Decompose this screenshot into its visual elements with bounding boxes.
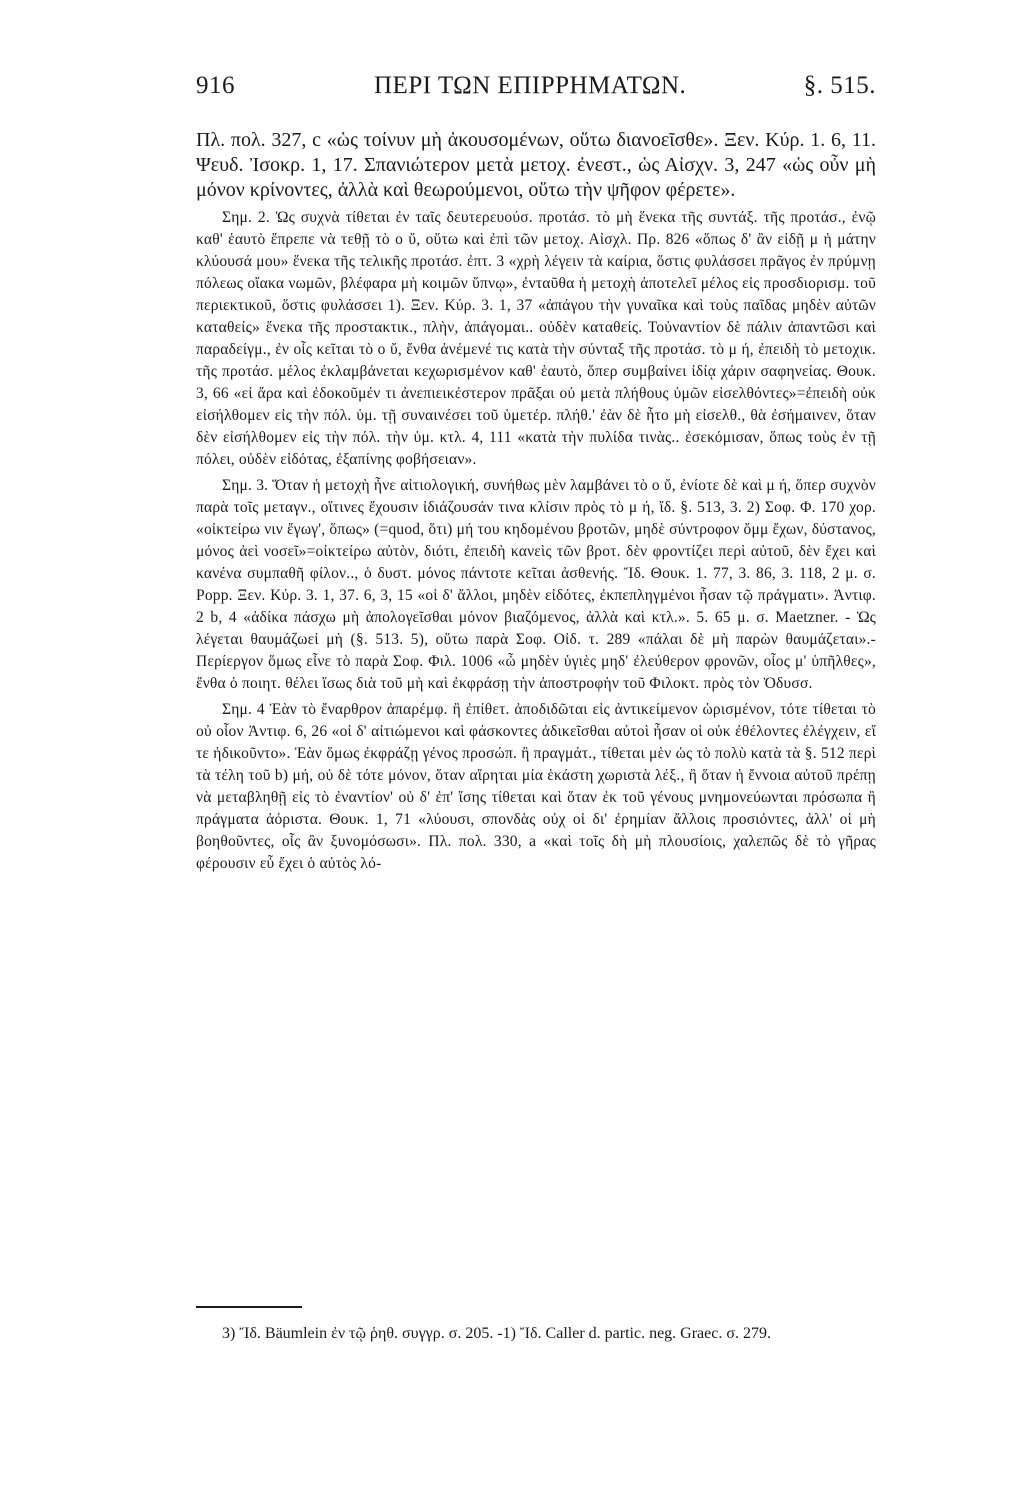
page-number: 916 [196,72,235,99]
section-number: §. 515. [803,72,876,99]
footnotes: 3) Ἴδ. Bäumlein ἐν τῷ ῥηθ. συγγρ. σ. 205. -1) Ἴδ. Caller d. partic. neg. Graec. σ. 279. [222,1325,771,1342]
note-3-paragraph: Σημ. 3. Ὅταν ἡ μετοχὴ ἦνε αἰτιολογική, συνήθως μὲν λαμβάνει τὸ ο ὔ, ἐνίοτε δὲ καὶ μ ή, ὅπερ συχνὸν παρὰ τοῖς μεταγν., οἵτινες ἔχουσιν ἰδιάζουσάν τινα κλίσιν πρὸς τὸ μ ή, ἴδ. §. 513, 3. 2) Σοφ. Φ. 170 χορ. «οἰκτείρω νιν ἔγωγ', ὅπως» (=quod, ὅτι) μή του κηδομένου βροτῶν, μηδὲ σύντροφον ὄμμ ἔχων, δύστανος, μόνος ἀεὶ νοσεῖ»=οἰκτείρω αὐτὸν, διότι, ἐπειδὴ κανεὶς τῶν βροτ. δὲν φροντίζει περὶ αὐτοῦ, δὲν ἔχει καὶ κανένα συμπαθῆ φίλον.., ὁ δυστ. μόνος πάντοτε κεῖται ἀσθενής. Ἴδ. Θουκ. 1. 77, 3. 86, 3. 118, 2 μ. σ. Popp. Ξεν. Κύρ. 3. 1, 37. 6, 3, 15 «οἱ δ' ἄλλοι, μηδὲν εἰδότες, ἐκπεπληγμένοι ἦσαν τῷ πράγματι». Ἀντιφ. 2 b, 4 «ἀδίκα πάσχω μὴ ἀπολογεῖσθαι μόνον βιαζόμενος, ἀλλὰ καὶ κτλ.». 5. 65 μ. σ. Maetzner. - Ὡς λέγεται θαυμάζωεἰ μὴ (§. 513. 5), οὕτω παρὰ Σοφ. Οἰδ. τ. 289 «πάλαι δὲ μὴ παρὼν θαυμάζεται».- Περίεργον ὅμως εἶνε τὸ παρὰ Σοφ. Φιλ. 1006 «ὦ μηδὲν ὑγιὲς μηδ' ἐλεύθερον φρονῶν, οἷος μ' ὑπῆλθες», ἔνθα ὁ ποιητ. θέλει ἴσως διὰ τοῦ μὴ καὶ ἐκφράσῃ τὴν ἀποστροφὴν τοῦ Φιλοκτ. πρὸς τὸν Ὀδυσσ. [196,477,877,692]
intro-paragraph: Πλ. πολ. 327, c «ὡς τοίνυν μὴ ἀκουσομένων, οὕτω διανοεῖσθε». Ξεν. Κύρ. 1. 6, 11. Ψευδ. Ἰσοκρ. 1, 17. Σπανιώτερον μετὰ μετοχ. ἐνεστ., ὡς Αἰσχν. 3, 247 «ὡς οὖν μὴ μόνον κρίνοντες, ἀλλὰ καὶ θεωρούμενοι, οὕτω τὴν ψῆφον φέρετε». [196,129,876,201]
page-body [196,128,876,879]
footnote-rule [196,1306,302,1308]
note-4-paragraph: Σημ. 4 Ἐὰν τὸ ἔναρθρον ἀπαρέμφ. ἢ ἐπίθετ. ἀποδιδῶται εἰς ἀντικείμενον ὡρισμένον, τότε τίθεται τὸ οὐ οἷον Ἀντιφ. 6, 26 «οἱ δ' αἰτιώμενοι καὶ φάσκοντες ἀδικεῖσθαι αὐτοὶ ἦσαν οἱ οὐκ ἐθέλοντες ἐλέγχειν, εἴ τε ἠδικοῦντο». Ἐὰν ὅμως ἐκφράζῃ γένος προσώπ. ἢ πραγμάτ., τίθεται μὲν ὡς τὸ πολὺ κατὰ τὰ §. 512 περὶ τὰ τέλη τοῦ b) μή, οὐ δὲ τότε μόνον, ὅταν αἴρηται μία ἑκάστη χωριστὰ λέξ., ἢ ὅταν ἡ ἔννοια αὐτοῦ πρέπῃ νὰ μεταβληθῇ εἰς τὸ ἐναντίον' οὐ δ' ἐπ' ἴσης τίθεται καὶ ὅταν ἐκ τοῦ γένους μνημονεύωνται πρόσωπα ἢ πράγματα ἀόριστα. Θουκ. 1, 71 «λύουσι, σπονδὰς οὐχ οἱ δι' ἐρημίαν ἄλλοις προσιόντες, ἀλλ' οἱ μὴ βοηθοῦντες, οἷς ἂν ξυνομόσωσι». Πλ. πολ. 330, a «καὶ τοῖς δὴ μὴ πλουσίοις, χαλεπῶς δὲ τὸ γῆρας φέρουσιν εὖ ἔχει ὁ αὐτὸς λό- [196,701,876,872]
note-2-paragraph: Σημ. 2. Ὡς συχνὰ τίθεται ἐν ταῖς δευτερευούσ. προτάσ. τὸ μὴ ἕνεκα τῆς συντάξ. τῆς προτάσ., ἐνῷ καθ' ἑαυτὸ ἔπρεπε νὰ τεθῇ τὸ ο ὔ, οὕτω καὶ ἐπὶ τῶν μετοχ. Αἰσχλ. Πρ. 826 «ὅπως δ' ἂν εἰδῇ μ ἡ μάτην κλύουσά μου» ἕνεκα τῆς τελικῆς προτάσ. ἐπτ. 3 «χρὴ λέγειν τὰ καίρια, ὅστις φυλάσσει πρᾶγος ἐν πρύμνῃ πόλεως οἴακα νωμῶν, βλέφαρα μὴ κοιμῶν ὕπνῳ», ἐνταῦθα ἡ μετοχὴ ἀποτελεῖ μέλος εἰς προσδιορισμ. τοῦ περιεκτικοῦ, ὅστις φυλάσσει 1). Ξεν. Κύρ. 3. 1, 37 «ἀπάγου τὴν γυναῖκα καὶ τοὺς παῖδας μηδὲν αὐτῶν καταθείς» ἕνεκα τῆς προστακτικ., πλὴν, ἀπάγομαι.. οὐδὲν καταθείς. Τοὐναντίον δὲ πάλιν ἀπαντῶσι καὶ παραδείγμ., ἐν οἷς κεῖται τὸ ο ὔ, ἔνθα ἀνέμενέ τις κατὰ τὴν σύνταξ τῆς προτάσ. τὸ μ ή, ἐπειδὴ τὸ μετοχικ. τῆς προτάσ. μέλος ἐκλαμβάνεται κεχωρισμένον καθ' ἑαυτὸ, ὅπερ συμβαίνει ἰδίᾳ χάριν σαφηνείας. Θουκ. 3, 66 «εἰ ἄρα καὶ ἐδοκοῦμέν τι ἀνεπιεικέστερον πρᾶξαι οὐ μετὰ πλήθους ὑμῶν εἰσελθόντες»=ἐπειδὴ οὐκ εἰσήλθομεν εἰς τὴν πόλ. ὑμ. τῇ συναινέσει τοῦ ὑμετέρ. πλήθ.' ἐὰν δὲ ἦτο μὴ εἰσελθ., θὰ ἐσήμαινεν, ὅταν δὲν εἰσήλθομεν εἰς τὴν πόλ. τὴν ὑμ. κτλ. 4, 111 «κατὰ τὴν πυλίδα τινὰς.. ἐσεκόμισαν, ὅπως τοὺς ἐν τῇ πόλει, οὐδὲν εἰδότας, ἐξαπίνης φοβήσειαν». [196,209,876,468]
running-head [196,72,876,112]
running-title: ΠΕΡΙ ΤΩΝ ΕΠΙΡΡΗΜΑΤΩΝ. [374,72,687,99]
